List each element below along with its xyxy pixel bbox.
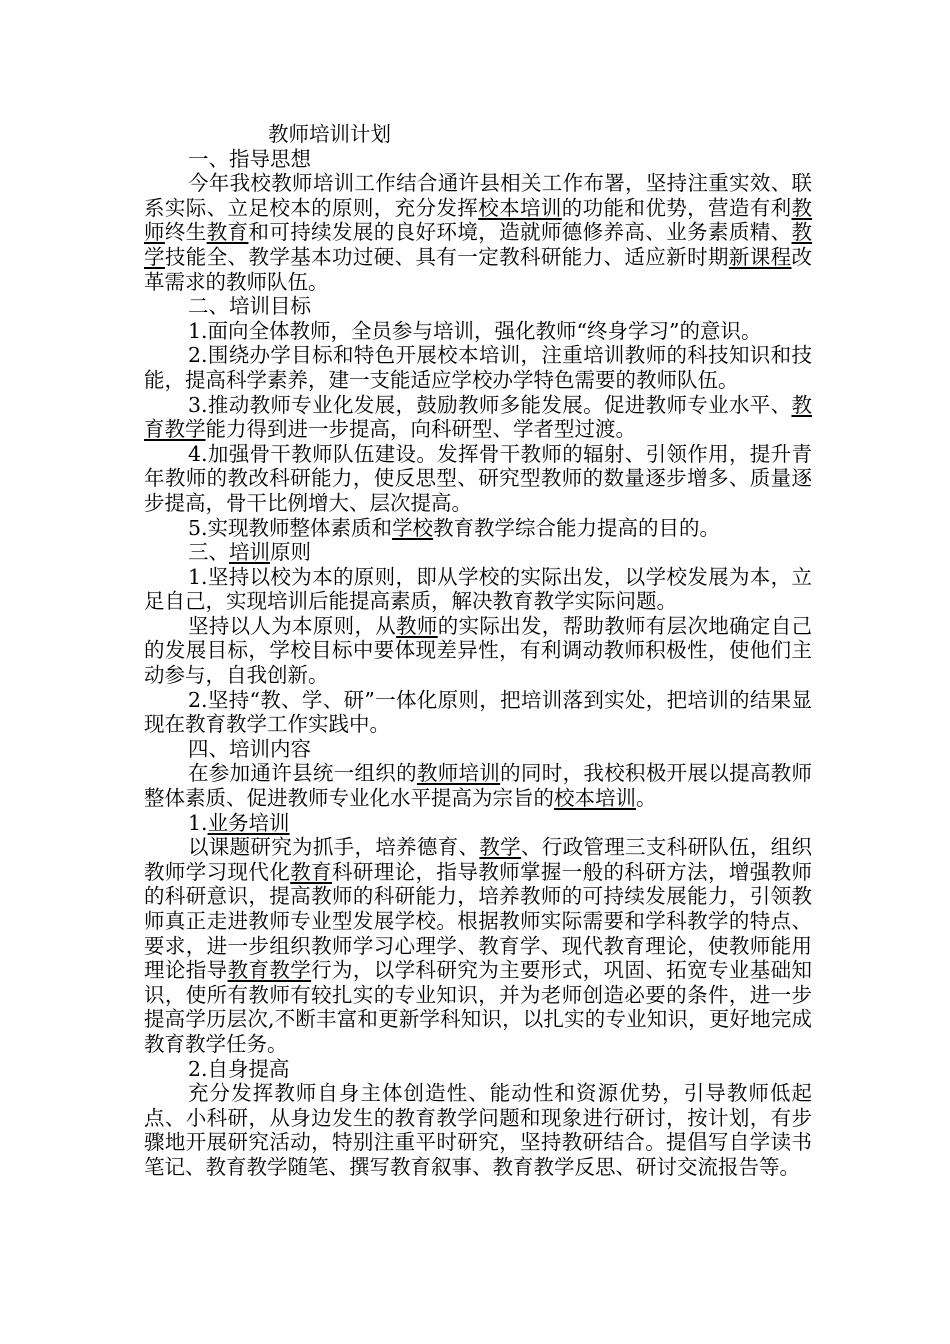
- text-run: 1.坚持以校为本的原则，即从学校的实际出发，以学校发展为本，立足自己，实现培训后能提高素质，解决教育教学实际问题。: [144, 564, 812, 614]
- section-heading: 一、指导思想: [188, 146, 311, 171]
- section-heading: [144, 811, 812, 836]
- text-run: 以课题研究为抓手，培养德育、: [188, 835, 480, 860]
- paragraph: [144, 1081, 812, 1179]
- text-run: 2.坚持“教、学、研”一体化原则，把培训落到实处，把培训的结果显现在教育教学工作实践中。: [144, 687, 812, 737]
- text-run: 3.推动教师专业化发展，鼓励教师多能发展。促进教师专业水平、: [188, 392, 792, 417]
- paragraph: [144, 343, 812, 392]
- text-run: 2.围绕办学目标和特色开展校本培训，注重培训教师的科技知识和技能，提高科学素养，建一支能适应学校办学特色需要的教师队伍。: [144, 343, 812, 392]
- text-run: 改革需求的教师队伍。: [144, 244, 813, 294]
- underlined-term[interactable]: 业务培训: [207, 810, 290, 835]
- text-run: 教育教学综合能力提高的目的。: [433, 515, 721, 540]
- document-sections: [144, 147, 812, 1180]
- underlined-term[interactable]: 教育教学: [144, 392, 812, 442]
- paragraph: [144, 516, 812, 541]
- text-run: 三、: [188, 540, 229, 565]
- underlined-term[interactable]: 教育教学: [227, 958, 312, 983]
- underlined-term[interactable]: 教师培训: [416, 761, 501, 786]
- text-run: 的实际出发，帮助教师有层次地确定自己的发展目标，学校目标中要体现差异性，有利调动教师积极性，使他们主动参与，自我创新。: [144, 613, 813, 688]
- underlined-term[interactable]: 校本培训: [478, 195, 562, 220]
- paragraph: [144, 761, 812, 810]
- text-run: 。: [636, 786, 657, 811]
- text-run: 1.面向全体教师，全员参与培训，强化教师“终身学习”的意识。: [188, 318, 762, 343]
- paragraph: [144, 565, 812, 614]
- underlined-term[interactable]: 新课程: [728, 244, 792, 269]
- paragraph: [144, 688, 812, 737]
- text-run: 能力得到进一步提高，向科研型、学者型过渡。: [205, 417, 636, 442]
- text-run: 4.加强骨干教师队伍建设。发挥骨干教师的辐射、引领作用，提升青年教师的教改科研能力，使反思型、研究型教师的数量逐步增多、质量逐步提高，骨干比例增大、层次提高。: [144, 441, 812, 515]
- text-run: 今年我校教师培训工作结合通许县相关工作布署，坚持注重实效、联系实际、立足校本的原则，充分发挥: [144, 171, 812, 220]
- section-heading: 四、培训内容: [188, 736, 311, 761]
- document-body: [144, 122, 812, 1180]
- text-run: 的同时，我校积极开展以提高教师整体素质、促进教师专业化水平提高为宗旨的: [144, 761, 813, 811]
- paragraph: [144, 319, 812, 344]
- underlined-term[interactable]: 培训: [229, 540, 270, 565]
- underlined-term[interactable]: 教学: [479, 835, 521, 860]
- section-heading: [144, 540, 812, 565]
- paragraph: [144, 835, 812, 1056]
- text-run: 科研理论，指导教师掌握一般的科研方法，增强教师的科研意识，提高教师的科研能力，培养教师的可持续发展能力，引领教师真正走进教师专业型发展学校。根据教师实际需要和学科教学的特点、要求，进一步组织教师学习心理学、教育学、现代教育理论，使教师能用理论指导: [144, 859, 813, 983]
- section-heading: 二、培训目标: [188, 294, 311, 319]
- text-run: 行为，以学科研究为主要形式，巩固、拓宽专业基础知识，使所有教师有较扎实的专业知识，并为老师创造必要的条件，进一步提高学历层次,不断丰富和更新学科知识，以扎实的专业知识，更好地完成教育教学任务。: [144, 958, 813, 1056]
- section-heading: 2.自身提高: [188, 1056, 290, 1081]
- underlined-term[interactable]: 教育: [290, 859, 332, 884]
- text-run: 1.: [188, 810, 208, 835]
- paragraph: [144, 442, 812, 516]
- text-run: 在参加通许县统一组织的: [188, 761, 417, 786]
- paragraph: [144, 614, 812, 688]
- text-run: 、行政管理三支科研队伍，组织教师学习现代化: [144, 835, 813, 884]
- underlined-term[interactable]: 学校: [392, 515, 434, 540]
- text-run: 和可持续发展的良好环境，造就师德修养高、业务素质精、: [248, 220, 792, 245]
- underlined-term[interactable]: 校本培训: [554, 786, 636, 811]
- text-run: 5.实现教师整体素质和: [188, 515, 393, 540]
- underlined-term[interactable]: 教师: [396, 613, 438, 638]
- underlined-term[interactable]: 教育: [206, 220, 249, 245]
- text-run: 原则: [270, 540, 311, 565]
- paragraph: [144, 393, 812, 442]
- text-run: 终生: [164, 220, 207, 245]
- document-title: 教师培训计划: [268, 122, 391, 146]
- underlined-term[interactable]: 教师: [144, 195, 813, 245]
- text-run: 充分发挥教师自身主体创造性、能动性和资源优势，引导教师低起点、小科研，从身边发生的教育教学问题和现象进行研讨，按计划，有步骤地开展研究活动，特别注重平时研究，坚持教研结合。提倡写自学读书笔记、教育教学随笔、撰写教育叙事、教育教学反思、研讨交流报告等。: [144, 1081, 812, 1179]
- text-run: 技能全、教学基本功过硬、具有一定教科研能力、适应新时期: [164, 244, 729, 269]
- text-run: 的功能和优势，营造有利: [561, 195, 792, 220]
- text-run: 坚持以人为本原则，从: [188, 613, 397, 638]
- underlined-term[interactable]: 教学: [144, 220, 813, 269]
- paragraph: [144, 171, 812, 294]
